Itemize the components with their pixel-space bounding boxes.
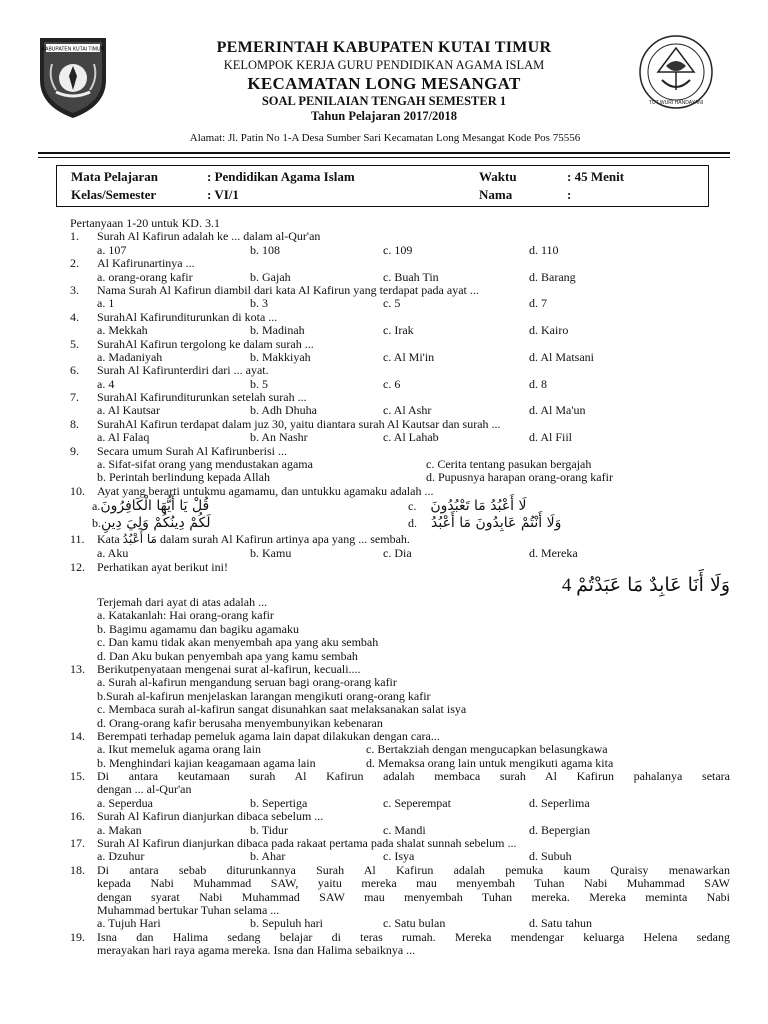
option-text: a. Surah al-kafirun mengandung seruan bagi orang-orang kafir bbox=[97, 675, 397, 690]
time-value: : 45 Menit bbox=[567, 169, 625, 184]
question-number: 11. bbox=[70, 532, 85, 547]
options-row bbox=[70, 244, 730, 257]
options-row bbox=[70, 797, 730, 810]
option-a[interactable]: a. Ikut memeluk agama orang lain bbox=[97, 742, 261, 757]
option-a[interactable]: a. 4 bbox=[97, 376, 115, 391]
option-b[interactable]: b. 108 bbox=[250, 242, 280, 257]
option-b[interactable]: b. Sepertiga bbox=[250, 795, 308, 810]
question-text: Surah Al Kafirun adalah ke ... dalam al-Qur'an bbox=[97, 229, 321, 244]
option-b[interactable]: b. Gajah bbox=[250, 269, 291, 284]
option-d[interactable]: d. Subuh bbox=[529, 849, 572, 864]
question-text-line: dengan syarat Nabi Muhammad SAW mau menyembah Tuhan mereka. Mereka meminta Nabi bbox=[97, 889, 730, 904]
subject-value: : Pendidikan Agama Islam bbox=[207, 169, 355, 184]
kutai-timur-emblem bbox=[34, 34, 112, 120]
question-number: 17. bbox=[70, 836, 85, 851]
option-a[interactable]: a. Dzuhur bbox=[97, 849, 145, 864]
option-a[interactable]: a. Aku bbox=[97, 546, 129, 561]
option-b[interactable]: b. Madinah bbox=[250, 323, 305, 338]
option-a[interactable]: a. Seperdua bbox=[97, 795, 153, 810]
option-text: c. Membaca surah al-kafirun sangat disunahkan saat melaksanakan salat isya bbox=[97, 702, 467, 717]
option-d[interactable]: d. Seperlima bbox=[529, 795, 590, 810]
header-rule-thick bbox=[38, 152, 730, 154]
question-16 bbox=[70, 810, 730, 823]
option-b[interactable]: b. Adh Dhuha bbox=[250, 403, 317, 418]
tut-wuri-handayani-emblem bbox=[636, 32, 716, 112]
option-a[interactable]: a. Mekkah bbox=[97, 323, 148, 338]
option-b[interactable] bbox=[92, 515, 211, 532]
question-text-line: dengan ... al-Qur'an bbox=[97, 782, 192, 797]
question-10 bbox=[70, 485, 730, 498]
question-number: 6. bbox=[70, 363, 79, 378]
question-number: 19. bbox=[70, 929, 85, 944]
exam-title: SOAL PENILAIAN TENGAH SEMESTER 1 bbox=[261, 93, 507, 108]
option-a[interactable] bbox=[92, 498, 209, 515]
question-list bbox=[70, 217, 730, 958]
option-arabic: قُلْ يَا أَيُّهَا الْكَافِرُونَ bbox=[100, 498, 210, 515]
question-number: 14. bbox=[70, 728, 85, 743]
option-b[interactable] bbox=[70, 623, 730, 636]
option-label: c. bbox=[408, 499, 417, 514]
question-13 bbox=[70, 663, 730, 676]
question-text: Surah Al Kafirun dianjurkan dibaca sebelum ... bbox=[97, 809, 324, 824]
question-text: Berempati terhadap pemeluk agama lain dapat dilakukan dengan cara... bbox=[97, 728, 440, 743]
option-d[interactable] bbox=[408, 515, 561, 532]
option-b[interactable]: b. An Nashr bbox=[250, 430, 308, 445]
question-text: Surah Al Kafirun dianjurkan dibaca pada rakaat pertama pada shalat sunnah sebelum ... bbox=[97, 836, 517, 851]
question-text: Isna dan Halima sedang belajar di teras rumah. Mereka mendengar keluarga Helena sedang bbox=[97, 929, 730, 944]
question-text: SurahAl Kafirun tergolong ke dalam surah ... bbox=[97, 336, 314, 351]
government-title: PEMERINTAH KABUPATEN KUTAI TIMUR bbox=[216, 39, 552, 56]
question-2 bbox=[70, 257, 730, 270]
option-d[interactable]: d. 110 bbox=[529, 242, 559, 257]
options-row bbox=[70, 547, 730, 560]
option-d[interactable] bbox=[70, 650, 730, 663]
option-d[interactable]: d. 7 bbox=[529, 296, 547, 311]
option-d[interactable]: d. Bepergian bbox=[529, 822, 591, 837]
option-d[interactable] bbox=[70, 717, 730, 730]
options-row bbox=[70, 757, 730, 770]
name-field[interactable]: : bbox=[567, 187, 572, 202]
options-row bbox=[70, 824, 730, 837]
question-7 bbox=[70, 391, 730, 404]
option-c[interactable]: c. 109 bbox=[383, 242, 413, 257]
option-b[interactable]: b. Perintah berlindung kepada Allah bbox=[97, 470, 270, 485]
option-c[interactable]: c. Al Mi'in bbox=[383, 349, 435, 364]
option-c[interactable]: c. Irak bbox=[383, 323, 414, 338]
option-text: b.Surah al-kafirun menjelaskan larangan mengikuti orang-orang kafir bbox=[97, 688, 431, 703]
options-row bbox=[70, 917, 730, 930]
question-number: 15. bbox=[70, 769, 85, 784]
question-subtext bbox=[70, 596, 730, 609]
options-row bbox=[70, 324, 730, 337]
options-row bbox=[70, 515, 730, 532]
option-text: c. Dan kamu tidak akan menyembah apa yang aku sembah bbox=[97, 635, 379, 650]
name-label: Nama bbox=[479, 187, 513, 202]
option-c[interactable]: c. Al Lahab bbox=[383, 430, 439, 445]
option-a[interactable] bbox=[70, 676, 730, 689]
question-14 bbox=[70, 730, 730, 743]
ayah-row bbox=[70, 574, 730, 596]
inline-arabic: مَا أَعْبُدُ bbox=[122, 532, 157, 547]
question-text-continued bbox=[70, 783, 730, 796]
option-c[interactable]: c. 5 bbox=[383, 296, 401, 311]
option-a[interactable]: a. Sifat-sifat orang yang mendustakan agama bbox=[97, 457, 313, 472]
option-label: b. bbox=[92, 516, 101, 531]
subject-label: Mata Pelajaran bbox=[71, 169, 159, 184]
question-text: Al Kafirunartinya ... bbox=[97, 256, 195, 271]
question-number: 9. bbox=[70, 443, 79, 458]
question-text: Ayat yang berarti untukmu agamamu, dan untukku agamaku adalah ... bbox=[97, 483, 434, 498]
question-text: Nama Surah Al Kafirun diambil dari kata Al Kafirun yang terdapat pada ayat ... bbox=[97, 282, 479, 297]
option-d[interactable]: d. Kairo bbox=[529, 323, 569, 338]
question-number: 5. bbox=[70, 336, 79, 351]
question-5 bbox=[70, 338, 730, 351]
option-c[interactable]: c. Seperempat bbox=[383, 795, 451, 810]
option-label: a. bbox=[92, 499, 101, 514]
exam-info-box bbox=[56, 165, 709, 207]
section-intro: Pertanyaan 1-20 untuk KD. 3.1 bbox=[70, 216, 220, 230]
letterhead bbox=[150, 40, 618, 123]
option-b[interactable]: b. Makkiyah bbox=[250, 349, 311, 364]
question-text: Secara umum Surah Al Kafirunberisi ... bbox=[97, 443, 287, 458]
options-row bbox=[70, 297, 730, 310]
option-b[interactable]: b. Tidur bbox=[250, 822, 289, 837]
option-d[interactable]: d. Pupusnya harapan orang-orang kafir bbox=[426, 470, 613, 485]
question-text: Surah Al Kafirunterdiri dari ... ayat. bbox=[97, 363, 269, 378]
option-a[interactable]: a. 107 bbox=[97, 242, 127, 257]
question-number: 16. bbox=[70, 809, 85, 824]
options-row bbox=[70, 471, 730, 484]
question-9 bbox=[70, 445, 730, 458]
option-c[interactable]: c. Bertakziah dengan mengucapkan belasungkawa bbox=[366, 742, 608, 757]
question-text: Di antara keutamaan surah Al Kafirun adalah membaca surah Al Kafirun pahalanya setara bbox=[97, 769, 730, 784]
options-row bbox=[70, 498, 730, 515]
question-17 bbox=[70, 837, 730, 850]
question-text-continued bbox=[70, 891, 730, 904]
option-text: a. Katakanlah: Hai orang-orang kafir bbox=[97, 608, 274, 623]
option-a[interactable]: a. Tujuh Hari bbox=[97, 916, 161, 931]
question-text-end: dalam surah Al Kafirun artinya apa yang ... sembah. bbox=[156, 532, 410, 547]
option-a[interactable] bbox=[70, 609, 730, 622]
question-number: 10. bbox=[70, 483, 85, 498]
option-c[interactable]: c. Satu bulan bbox=[383, 916, 446, 931]
question-text: SurahAl Kafirun terdapat dalam juz 30, yaitu diantara surah Al Kautsar dan surah ... bbox=[97, 416, 501, 431]
question-number: 4. bbox=[70, 309, 79, 324]
ayah-arabic: وَلَا أَنَا عَابِدٌ مَا عَبَدْتُمْ bbox=[576, 573, 730, 596]
option-b[interactable] bbox=[70, 690, 730, 703]
emblem-motto: TUT WURI HANDAYANI bbox=[648, 100, 704, 106]
option-a[interactable]: a. 1 bbox=[97, 296, 115, 311]
option-c[interactable] bbox=[70, 636, 730, 649]
question-18 bbox=[70, 864, 730, 877]
option-d[interactable]: d. Al Matsani bbox=[529, 349, 594, 364]
question-number: 7. bbox=[70, 390, 79, 405]
question-number: 2. bbox=[70, 256, 79, 271]
option-c[interactable]: c. Buah Tin bbox=[383, 269, 439, 284]
question-subtext-label: Terjemah dari ayat di atas adalah ... bbox=[97, 594, 268, 609]
question-4 bbox=[70, 311, 730, 324]
question-text-continued bbox=[70, 904, 730, 917]
options-row bbox=[70, 271, 730, 284]
option-d[interactable]: d. Al Fiil bbox=[529, 430, 573, 445]
option-b[interactable]: b. Sepuluh hari bbox=[250, 916, 323, 931]
address: Alamat: Jl. Patin No 1-A Desa Sumber Sari Kecamatan Long Mesangat Kode Pos 75556 bbox=[189, 132, 581, 144]
option-c[interactable]: c. Dia bbox=[383, 546, 412, 561]
question-6 bbox=[70, 364, 730, 377]
question-number: 13. bbox=[70, 661, 85, 676]
option-label: d. bbox=[408, 516, 417, 531]
question-text: SurahAl Kafirunditurunkan di kota ... bbox=[97, 309, 278, 324]
ayah-text bbox=[562, 574, 730, 597]
question-12 bbox=[70, 561, 730, 574]
question-8 bbox=[70, 418, 730, 431]
option-a[interactable]: a. Madaniyah bbox=[97, 349, 163, 364]
option-arabic: لَكُمْ دِينُكُمْ وَلِيَ دِينِ bbox=[101, 515, 211, 532]
option-arabic: لَا أَعْبُدُ مَا تَعْبُدُونَ bbox=[430, 498, 527, 515]
option-c[interactable]: c. Al Ashr bbox=[383, 403, 432, 418]
question-text: Berikutpenyataan mengenai surat al-kafirun, kecuali.... bbox=[97, 661, 361, 676]
question-text-line: merayakan hari raya agama mereka. Isna dan Halima sebaiknya ... bbox=[97, 943, 416, 958]
question-text: Perhatikan ayat berikut ini! bbox=[97, 559, 228, 574]
question-text-line: kepada Nabi Muhammad SAW, yaitu mereka mau menyembah Tuhan Nabi Muhammad SAW bbox=[97, 876, 730, 891]
options-row bbox=[70, 743, 730, 756]
question-text-start: Kata bbox=[97, 532, 123, 547]
option-d[interactable]: d. Al Ma'un bbox=[529, 403, 586, 418]
option-c[interactable]: c. Cerita tentang pasukan bergajah bbox=[426, 457, 592, 472]
question-number: 1. bbox=[70, 229, 79, 244]
option-b[interactable]: b. 5 bbox=[250, 376, 268, 391]
option-d[interactable]: d. Barang bbox=[529, 269, 576, 284]
option-b[interactable]: b. Ahar bbox=[250, 849, 286, 864]
options-row bbox=[70, 378, 730, 391]
question-1 bbox=[70, 230, 730, 243]
question-number: 18. bbox=[70, 862, 85, 877]
option-d[interactable]: d. Satu tahun bbox=[529, 916, 592, 931]
question-11 bbox=[70, 532, 730, 547]
group-title: KELOMPOK KERJA GURU PENDIDIKAN AGAMA ISLAM bbox=[223, 58, 545, 72]
question-19 bbox=[70, 931, 730, 944]
option-c[interactable]: c. 6 bbox=[383, 376, 401, 391]
question-text-continued bbox=[70, 877, 730, 890]
class-value: : VI/1 bbox=[207, 187, 239, 202]
options-row bbox=[70, 404, 730, 417]
option-a[interactable]: a. Al Kautsar bbox=[97, 403, 160, 418]
option-text: d. Dan Aku bukan penyembah apa yang kamu sembah bbox=[97, 648, 358, 663]
header-rule-thin bbox=[38, 157, 730, 158]
option-arabic: وَلَا أَنْتُمْ عَابِدُونَ مَا أَعْبُدُ bbox=[431, 515, 562, 532]
question-text: SurahAl Kafirunditurunkan setelah surah ... bbox=[97, 390, 307, 405]
question-text-continued bbox=[70, 944, 730, 957]
option-c[interactable]: c. Mandi bbox=[383, 822, 426, 837]
district-title: KECAMATAN LONG MESANGAT bbox=[247, 73, 521, 93]
question-number: 8. bbox=[70, 416, 79, 431]
question-text: Di antara sebab diturunkannya Surah Al Kafirun adalah pemuka kaum Quraisy menawarkan bbox=[97, 862, 730, 877]
option-c[interactable]: c. Isya bbox=[383, 849, 415, 864]
options-row bbox=[70, 458, 730, 471]
option-a[interactable]: a. orang-orang kafir bbox=[97, 269, 193, 284]
time-label: Waktu bbox=[479, 169, 517, 184]
option-d[interactable]: d. 8 bbox=[529, 376, 547, 391]
questions-1-8 bbox=[70, 230, 730, 444]
option-b[interactable]: b. Kamu bbox=[250, 546, 292, 561]
option-c[interactable] bbox=[70, 703, 730, 716]
option-a[interactable]: a. Al Falaq bbox=[97, 430, 150, 445]
option-a[interactable]: a. Makan bbox=[97, 822, 142, 837]
option-d[interactable]: d. Mereka bbox=[529, 546, 578, 561]
option-text: d. Orang-orang kafir berusaha menyembunyikan kebenaran bbox=[97, 715, 383, 730]
ayah-number: 4 bbox=[561, 574, 572, 596]
option-c[interactable] bbox=[408, 498, 527, 515]
academic-year: Tahun Pelajaran 2017/2018 bbox=[310, 109, 458, 123]
question-text-line: Muhammad bertukar Tuhan selama ... bbox=[97, 902, 280, 917]
class-label: Kelas/Semester bbox=[71, 187, 157, 202]
question-3 bbox=[70, 284, 730, 297]
question-number: 12. bbox=[70, 559, 85, 574]
options-row bbox=[70, 351, 730, 364]
option-b[interactable]: b. 3 bbox=[250, 296, 268, 311]
options-row bbox=[70, 850, 730, 863]
option-b[interactable]: b. Menghindari kajian keagamaan agama lain bbox=[97, 755, 316, 770]
question-number: 3. bbox=[70, 282, 79, 297]
emblem-text: KABUPATEN KUTAI TIMUR bbox=[41, 46, 105, 53]
option-d[interactable]: d. Memaksa orang lain untuk mengikuti agama kita bbox=[366, 755, 614, 770]
question-15 bbox=[70, 770, 730, 783]
question-text bbox=[97, 532, 410, 547]
option-text: b. Bagimu agamamu dan bagiku agamaku bbox=[97, 621, 299, 636]
options-row bbox=[70, 431, 730, 444]
